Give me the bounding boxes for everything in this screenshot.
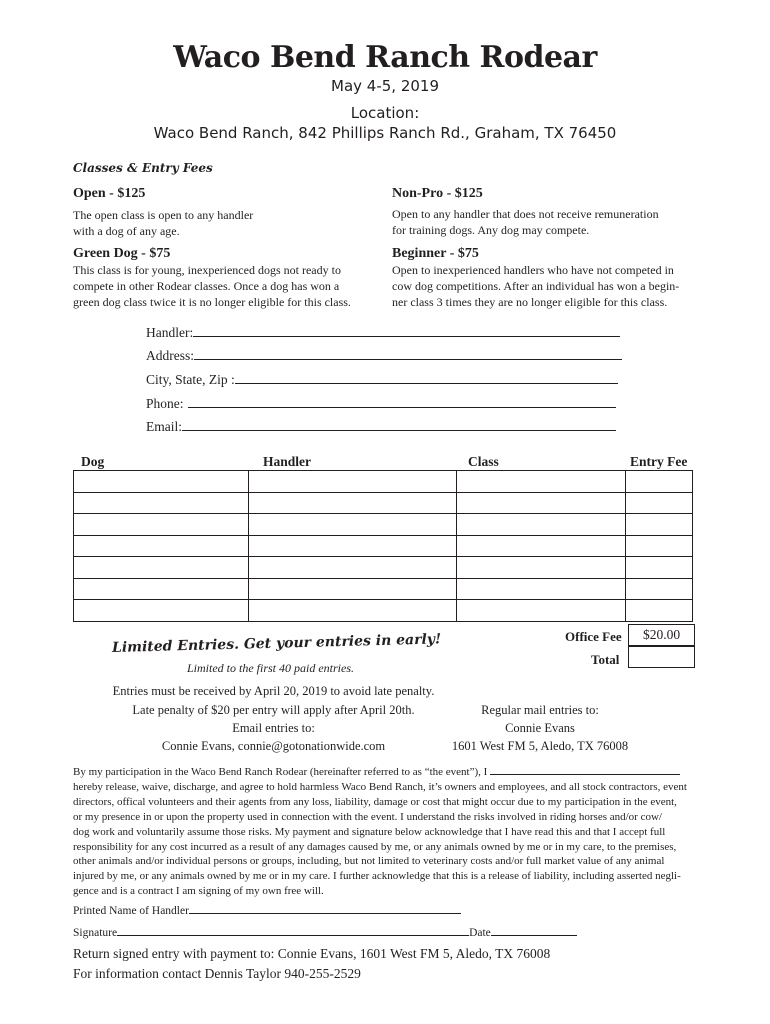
table-cell[interactable]: [626, 557, 693, 579]
field-line[interactable]: [193, 325, 620, 337]
field-label: City, State, Zip :: [146, 372, 235, 387]
field-line[interactable]: [182, 419, 616, 431]
table-cell[interactable]: [248, 492, 457, 514]
table-cell[interactable]: [248, 557, 457, 579]
liability-waiver: [73, 765, 695, 899]
table-cell[interactable]: [626, 535, 693, 557]
table-row: [74, 535, 693, 557]
class-description-line: green dog class twice it is no longer eligible for this class.: [73, 295, 351, 309]
class-title: Green Dog - $75: [73, 246, 171, 261]
location-label: Location:: [350, 104, 420, 122]
waiver-text: By my participation in the Waco Bend Ranch Rodear (hereinafter referred to as “the event”), I: [73, 766, 488, 778]
class-title: Non-Pro - $125: [392, 186, 483, 201]
classes-heading: Classes & Entry Fees: [73, 161, 213, 175]
column-header-class: Class: [468, 454, 499, 469]
class-title: Beginner - $75: [392, 246, 479, 261]
table-cell[interactable]: [248, 578, 457, 600]
return-instructions: Return signed entry with payment to: Connie Evans, 1601 West FM 5, Aledo, TX 76008: [73, 946, 551, 961]
page-title: Waco Bend Ranch Rodear: [173, 40, 597, 75]
class-description-line: Open to any handler that does not receive remuneration: [392, 207, 659, 221]
table-cell[interactable]: [74, 578, 249, 600]
location-address: Waco Bend Ranch, 842 Phillips Ranch Rd., Graham, TX 76450: [153, 124, 617, 142]
date-label: Date: [469, 927, 491, 939]
table-cell[interactable]: [248, 535, 457, 557]
table-cell[interactable]: [457, 471, 626, 493]
table-cell[interactable]: [248, 514, 457, 536]
late-penalty-text: Late penalty of $20 per entry will apply after April 20th.: [132, 703, 415, 717]
table-cell[interactable]: [74, 471, 249, 493]
waiver-line: dog work and voluntarily assume those risks. My payment and signature below acknowledge that I have read this and that I accept full: [73, 825, 666, 838]
table-row: [74, 557, 693, 579]
class-description: [392, 206, 692, 238]
table-cell[interactable]: [74, 535, 249, 557]
table-cell[interactable]: [626, 492, 693, 514]
office-fee-label: Office Fee: [565, 629, 622, 644]
limited-entries-notice: Limited Entries. Get your entries in early!: [111, 631, 442, 656]
table-cell[interactable]: [457, 535, 626, 557]
waiver-line: [73, 765, 695, 780]
date-line[interactable]: [491, 926, 577, 936]
field-label: Email:: [146, 419, 182, 434]
table-cell[interactable]: [457, 557, 626, 579]
printed-name-line[interactable]: [189, 904, 461, 914]
mail-entries-address: 1601 West FM 5, Aledo, TX 76008: [451, 739, 629, 753]
class-title: Open - $125: [73, 186, 146, 201]
signature-label: Signature: [73, 927, 118, 939]
waiver-name-line[interactable]: [490, 765, 680, 775]
class-description-line: with a dog of any age.: [73, 224, 180, 238]
waiver-line: hereby release, waive, discharge, and agree to hold harmless Waco Bend Ranch, it’s owners and employees, and all stock contractors, event: [73, 780, 687, 793]
mail-entries-label: Regular mail entries to:: [481, 703, 599, 717]
limited-entries-subtitle: Limited to the first 40 paid entries.: [187, 661, 354, 675]
deadline-text: Entries must be received by April 20, 2019 to avoid late penalty.: [112, 684, 435, 698]
signature-line[interactable]: [117, 926, 469, 936]
field-line[interactable]: [194, 348, 622, 360]
class-description-line: cow dog competitions. After an individual has won a begin-: [392, 279, 680, 293]
waiver-line: responsibility for any cost incurred as a result of any damages caused by me, or any animals owned by me or in my care, to the premises,: [73, 840, 677, 853]
class-non-pro: [392, 186, 692, 238]
table-cell[interactable]: [457, 578, 626, 600]
printed-name-label: Printed Name of Handler: [73, 905, 189, 917]
class-description-line: The open class is open to any handler: [73, 208, 254, 222]
mail-entries-name: Connie Evans: [505, 721, 575, 735]
table-cell[interactable]: [626, 578, 693, 600]
printed-name-field[interactable]: [73, 904, 461, 917]
class-description-line: ner class 3 times they are no longer eligible for this class.: [392, 295, 668, 309]
table-cell[interactable]: [74, 557, 249, 579]
waiver-line: directors, offical volunteers and their agents from any loss, liability, damage or cost that might occur due to my participation in the event,: [73, 795, 677, 808]
table-cell[interactable]: [248, 600, 457, 622]
table-cell[interactable]: [457, 514, 626, 536]
class-description-line: Open to inexperienced handlers who have not competed in: [392, 263, 674, 277]
email-entries-contact: Connie Evans, connie@gotonationwide.com: [161, 739, 386, 753]
class-description: [392, 262, 692, 310]
class-green-dog: [73, 246, 383, 310]
table-row: [74, 578, 693, 600]
field-line[interactable]: [235, 372, 618, 384]
table-row: [74, 471, 693, 493]
table-cell[interactable]: [457, 600, 626, 622]
waiver-line: or my presence in or upon the property used in connection with the event. I understand the risks involved in riding horses and/or cow/: [73, 810, 662, 823]
event-dates: May 4-5, 2019: [331, 77, 439, 95]
contact-info: For information contact Dennis Taylor 940-255-2529: [73, 966, 361, 981]
class-description-line: for training dogs. Any dog may compete.: [392, 223, 590, 237]
city-state-zip-field[interactable]: [146, 372, 618, 388]
field-label: Address:: [146, 348, 194, 363]
field-label: Handler:: [146, 325, 194, 340]
email-entries-label: Email entries to:: [232, 721, 315, 735]
table-cell[interactable]: [457, 492, 626, 514]
phone-field[interactable]: [146, 396, 616, 412]
field-label: Phone:: [146, 396, 184, 411]
waiver-line: other animals and/or individual persons or groups, including, but not limited to veterinary costs and/or full market value of any animal: [73, 855, 665, 868]
field-line[interactable]: [188, 396, 616, 408]
class-description-line: This class is for young, inexperienced dogs not ready to: [73, 263, 341, 277]
table-cell[interactable]: [626, 471, 693, 493]
total-field[interactable]: [628, 646, 695, 668]
total-label: Total: [591, 652, 620, 667]
office-fee-value: $20.00: [628, 624, 695, 646]
class-description: [73, 262, 383, 310]
handler-field[interactable]: [146, 325, 620, 341]
column-header-dog: Dog: [81, 454, 105, 469]
signature-field[interactable]: [73, 926, 577, 939]
class-description: [73, 207, 373, 239]
waiver-line: gence and is a contract I am signing of my own free will.: [73, 885, 324, 898]
table-cell[interactable]: [74, 514, 249, 536]
class-open: [73, 186, 373, 239]
table-cell[interactable]: [626, 514, 693, 536]
email-field[interactable]: [146, 419, 616, 435]
table-cell[interactable]: [74, 492, 249, 514]
class-beginner: [392, 246, 692, 310]
table-cell[interactable]: [248, 471, 457, 493]
table-row: [74, 492, 693, 514]
waiver-line: injured by me, or any animals owned by me or in my care. I further acknowledge that this is a release of liability, including asserted negli-: [73, 870, 681, 883]
table-cell[interactable]: [626, 600, 693, 622]
table-cell[interactable]: [74, 600, 249, 622]
table-row: [74, 600, 693, 622]
column-header-handler: Handler: [263, 454, 312, 469]
table-row: [74, 514, 693, 536]
entries-table: [73, 470, 693, 622]
column-header-entry-fee: Entry Fee: [630, 454, 688, 469]
address-field[interactable]: [146, 348, 622, 364]
class-description-line: compete in other Rodear classes. Once a dog has won a: [73, 279, 340, 293]
